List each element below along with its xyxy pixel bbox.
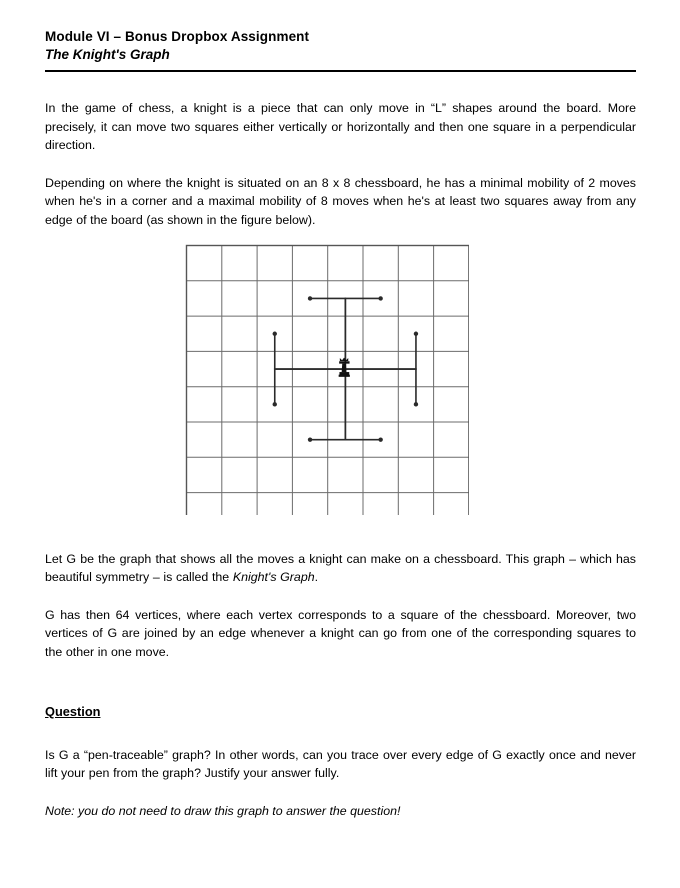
page-title: Module VI – Bonus Dropbox Assignment <box>45 29 310 44</box>
paragraph-graph-definition <box>45 550 636 587</box>
board-grid <box>187 245 469 515</box>
term-knights-graph: Knight's Graph <box>232 570 315 585</box>
chessboard-figure <box>185 244 469 515</box>
spacer <box>45 230 636 244</box>
question-section <box>45 703 636 721</box>
spacer <box>45 155 636 174</box>
spacer <box>45 662 636 703</box>
paragraph-question: Is G a “pen-traceable” graph? In other words, can you trace over every edge of G exactly once and never lift your pen from the graph? Justify your answer fully. <box>45 747 636 781</box>
spacer <box>45 72 636 99</box>
figure-container <box>45 244 636 515</box>
paragraph-vertices-edges: G has then 64 vertices, where each vertex corresponds to a square of the chessboard. Moreover, two vertices of G are joined by an edge whenever a knight can go from one of the corresponding squares to the other in one move. <box>45 607 636 659</box>
paragraph-mobility: Depending on where the knight is situated on an 8 x 8 chessboard, he has a minimal mobility of 2 moves when he's in a corner and a maximal mobility of 8 moves when he's at least two squares away from any edge of the board (as shown in the figure below). <box>45 175 636 227</box>
spacer <box>45 515 636 550</box>
spacer <box>45 587 636 606</box>
page-subtitle: The Knight's Graph <box>45 47 170 62</box>
knight-piece-icon <box>339 357 350 376</box>
chessboard-svg <box>185 244 469 515</box>
spacer <box>45 783 636 802</box>
document-header <box>45 28 636 72</box>
paragraph-graph-definition-post: . <box>314 570 319 585</box>
document-content <box>45 28 636 820</box>
paragraph-note: Note: you do not need to draw this graph to answer the question! <box>45 803 401 818</box>
question-heading: Question <box>45 703 101 719</box>
paragraph-knight-definition: In the game of chess, a knight is a piece that can only move in “L” shapes around the board. More precisely, it can move two squares either vertically or horizontally and then one square in a perpendicular direction. <box>45 101 636 153</box>
spacer <box>45 721 636 746</box>
paragraph-graph-definition-pre: Let G be the graph that shows all the moves a knight can make on a chessboard. This graph – which has beautiful symmetry – is called the <box>45 551 636 585</box>
